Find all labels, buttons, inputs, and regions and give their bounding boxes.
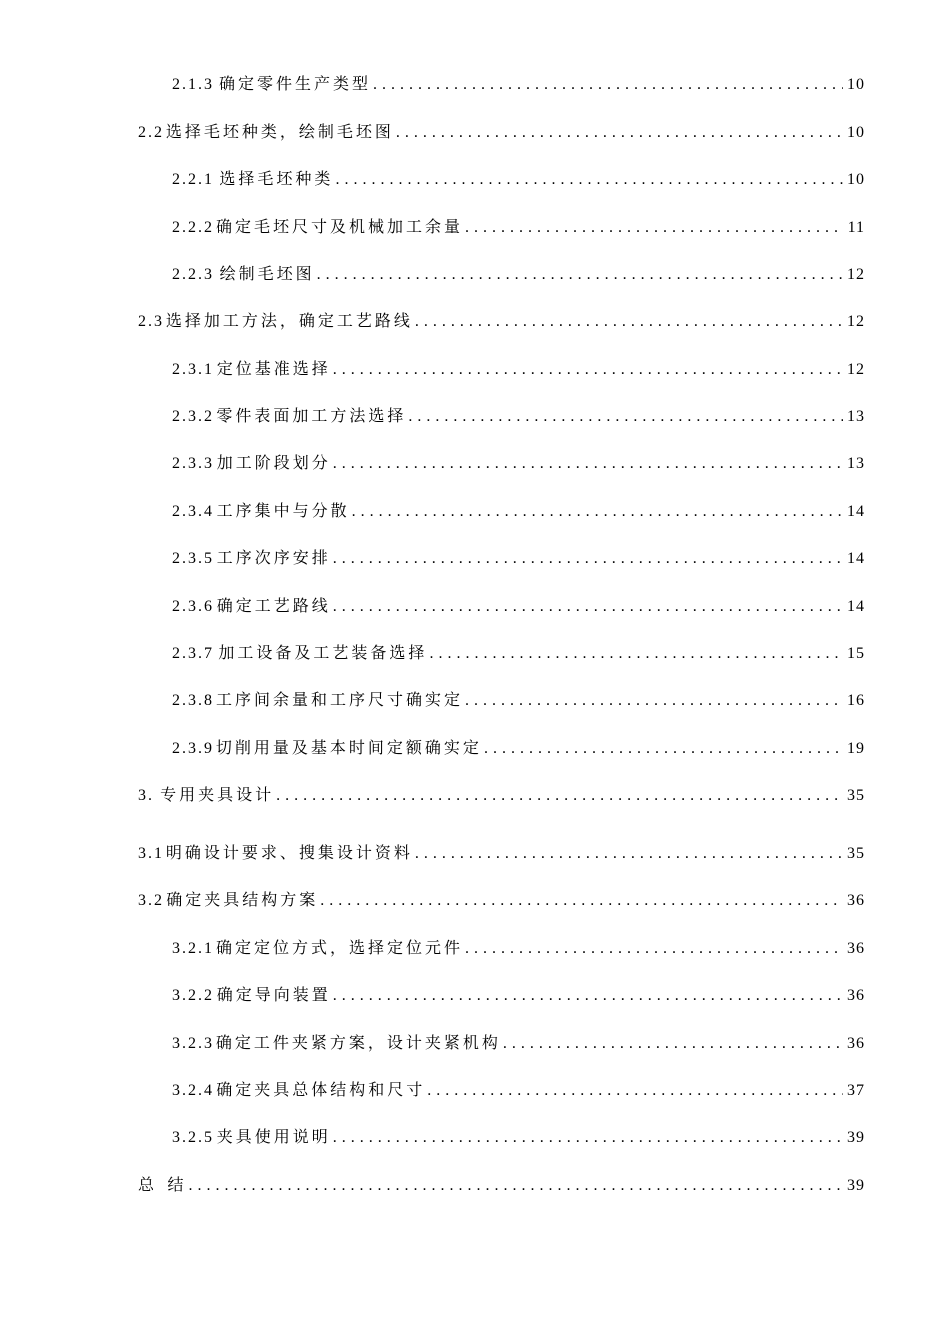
toc-entry-number: 3.2.3: [172, 1035, 214, 1052]
toc-dot-leader: [333, 358, 843, 382]
toc-entry-title: 确定夹具总体结构和尺寸: [216, 1080, 426, 1099]
toc-entry-2-3-1[interactable]: [172, 357, 865, 381]
toc-entry-number: 2.3.1: [172, 361, 214, 378]
toc-entry-title: 切削用量及基本时间定额确实定: [215, 738, 482, 757]
toc-entry-2-3-9[interactable]: [172, 736, 865, 760]
toc-dot-leader: [408, 405, 843, 429]
toc-entry-number: 3.2.4: [172, 1082, 214, 1099]
toc-entry-summary[interactable]: [138, 1173, 865, 1197]
toc-entry-3-2[interactable]: [138, 888, 865, 912]
toc-dot-leader: [333, 595, 843, 619]
toc-entry-number: 3.2: [138, 892, 164, 909]
toc-entry-page: 12: [847, 361, 865, 378]
toc-dot-leader: [333, 547, 843, 571]
toc-entry-title: 工序间余量和工序尺寸确实定: [216, 690, 464, 709]
toc-entry-title: 加工设备及工艺装备选择: [218, 643, 428, 662]
toc-entry-3-2-1[interactable]: [172, 936, 865, 960]
toc-dot-leader: [503, 1032, 843, 1056]
toc-entry-number: 2.3.8: [172, 692, 214, 709]
toc-entry-title: 确定导向装置: [216, 985, 331, 1004]
toc-dot-leader: [465, 689, 843, 713]
toc-entry-page: 16: [847, 692, 865, 709]
toc-dot-leader: [373, 73, 843, 97]
toc-entry-page: 10: [847, 171, 865, 188]
toc-dot-leader: [352, 500, 843, 524]
toc-entry-page: 37: [847, 1082, 865, 1099]
toc-entry-title: 确定工艺路线: [216, 596, 331, 615]
toc-entry-2-3-8[interactable]: [172, 688, 865, 712]
toc-entry-title: 结: [167, 1175, 187, 1194]
toc-entry-page: 10: [847, 124, 865, 141]
toc-entry-2-3-7[interactable]: [172, 641, 865, 665]
toc-entry-page: 11: [847, 219, 865, 236]
toc-entry-2-1-3[interactable]: [172, 72, 865, 96]
toc-entry-3-2-4[interactable]: [172, 1078, 865, 1102]
toc-entry-title: 工序集中与分散: [216, 501, 350, 520]
toc-entry-page: 14: [847, 598, 865, 615]
toc-entry-number: 3.2.5: [172, 1129, 214, 1146]
toc-entry-page: 15: [847, 645, 865, 662]
toc-entry-number: 2.3.6: [172, 598, 214, 615]
toc-entry-title: 确定定位方式，选择定位元件: [216, 938, 464, 957]
toc-entry-2-2-2[interactable]: [172, 215, 865, 239]
toc-entry-2-3-5[interactable]: [172, 546, 865, 570]
toc-entry-page: 10: [847, 76, 865, 93]
toc-dot-leader: [427, 1079, 843, 1103]
toc-entry-title: 专用夹具设计: [160, 785, 275, 804]
toc-entry-title: 零件表面加工方法选择: [216, 406, 407, 425]
toc-entry-page: 12: [847, 313, 865, 330]
toc-entry-number: 2.3.4: [172, 503, 214, 520]
toc-entry-page: 35: [847, 845, 865, 862]
toc-dot-leader: [415, 310, 843, 334]
toc-entry-2-3[interactable]: [138, 309, 865, 333]
toc-dot-leader: [320, 889, 843, 913]
toc-entry-number: 总: [138, 1175, 158, 1194]
toc-entry-page: 39: [847, 1177, 865, 1194]
toc-entry-2-3-6[interactable]: [172, 594, 865, 618]
toc-entry-2-3-3[interactable]: [172, 451, 865, 475]
toc-entry-3-1[interactable]: [138, 841, 865, 865]
toc-entry-number: 2.1.3: [172, 76, 214, 93]
toc-entry-3-2-3[interactable]: [172, 1031, 865, 1055]
toc-dot-leader: [429, 642, 843, 666]
toc-entry-number: 2.2: [138, 124, 164, 141]
toc-entry-title: 夹具使用说明: [216, 1127, 331, 1146]
toc-entry-number: 2.3.2: [172, 408, 214, 425]
toc-dot-leader: [333, 452, 843, 476]
toc-dot-leader: [189, 1174, 843, 1198]
toc-entry-page: 14: [847, 503, 865, 520]
toc-dot-leader: [465, 937, 843, 961]
toc-entry-page: 12: [847, 266, 865, 283]
toc-entry-number: 2.3.3: [172, 455, 214, 472]
toc-entry-3-2-5[interactable]: [172, 1125, 865, 1149]
toc-entry-title: 工序次序安排: [216, 548, 331, 567]
toc-dot-leader: [335, 168, 843, 192]
toc-dot-leader: [333, 984, 843, 1008]
toc-dot-leader: [333, 1126, 843, 1150]
toc-entry-title: 确定工件夹紧方案，设计夹紧机构: [215, 1033, 501, 1052]
toc-entry-page: 36: [847, 1035, 865, 1052]
toc-entry-number: 2.3.5: [172, 550, 214, 567]
toc-entry-2-2-1[interactable]: [172, 167, 865, 191]
toc-entry-number: 3.1: [138, 845, 164, 862]
toc-entry-title: 加工阶段划分: [216, 453, 331, 472]
toc-entry-number: 3.: [138, 787, 154, 804]
toc-entry-title: 定位基准选择: [216, 359, 331, 378]
toc-entry-page: 13: [847, 455, 865, 472]
toc-entry-page: 36: [847, 892, 865, 909]
toc-entry-title: 确定夹具结构方案: [166, 890, 319, 909]
toc-entry-number: 2.2.2: [172, 219, 214, 236]
toc-entry-number: 2.3: [138, 313, 164, 330]
toc-entry-2-3-2[interactable]: [172, 404, 865, 428]
toc-entry-2-3-4[interactable]: [172, 499, 865, 523]
toc-entry-number: 2.2.1: [172, 171, 214, 188]
toc-entry-2-2[interactable]: [138, 120, 865, 144]
toc-dot-leader: [484, 737, 843, 761]
toc-dot-leader: [415, 842, 843, 866]
toc-dot-leader: [396, 121, 843, 145]
toc-entry-page: 19: [847, 740, 865, 757]
toc-entry-number: 2.2.3: [172, 266, 214, 283]
toc-entry-title: 绘制毛坯图: [219, 264, 315, 283]
toc-dot-leader: [276, 784, 843, 808]
toc-entry-title: 选择加工方法，确定工艺路线: [165, 311, 413, 330]
toc-entry-page: 35: [847, 787, 865, 804]
toc-entry-title: 确定零件生产类型: [219, 74, 372, 93]
toc-entry-2-2-3[interactable]: [172, 262, 865, 286]
toc-entry-page: 36: [847, 987, 865, 1004]
toc-entry-number: 3.2.1: [172, 940, 214, 957]
toc-entry-page: 36: [847, 940, 865, 957]
toc-entry-3-2-2[interactable]: [172, 983, 865, 1007]
toc-dot-leader: [465, 216, 843, 240]
toc-entry-title: 选择毛坯种类，绘制毛坯图: [165, 122, 394, 141]
toc-entry-page: 14: [847, 550, 865, 567]
toc-entry-number: 2.3.7: [172, 645, 214, 662]
toc-dot-leader: [317, 263, 843, 287]
toc-entry-number: 3.2.2: [172, 987, 214, 1004]
toc-entry-title: 确定毛坯尺寸及机械加工余量: [216, 217, 464, 236]
toc-entry-3[interactable]: [138, 783, 865, 807]
toc-entry-title: 明确设计要求、搜集设计资料: [165, 843, 413, 862]
toc-entry-number: 2.3.9: [172, 740, 214, 757]
toc-entry-page: 39: [847, 1129, 865, 1146]
toc-entry-title: 选择毛坯种类: [219, 169, 334, 188]
toc-entry-page: 13: [847, 408, 865, 425]
